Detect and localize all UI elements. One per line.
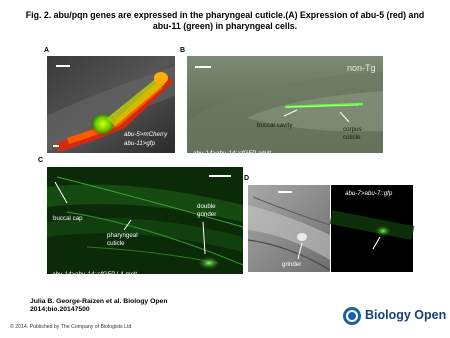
panel-a-marker-1: abu-5>mCherry [124, 131, 168, 138]
figure-title-line-2: abu-11 (green) in pharyngeal cells. [152, 21, 298, 31]
panel-d-dic-image [248, 185, 330, 272]
panel-d-dic-micrograph [248, 185, 330, 272]
panel-a-marker-2: abu-11>gfp [124, 140, 156, 147]
panel-a-label: A [44, 47, 50, 54]
citation-authors: Julia B. George-Raizen et al. Biology Open [30, 298, 168, 305]
panel-d-fluorescence-micrograph [331, 185, 413, 272]
citation-doi: 2014;bio.20147500 [30, 306, 90, 313]
panel-b-annotation-corpus: corpus [343, 126, 362, 133]
panel-c-scale-bar [209, 175, 231, 177]
panel-b-construct-label [193, 142, 271, 160]
panel-c-annotation-cuticle: cuticle [107, 240, 125, 247]
publisher-logo [343, 305, 447, 327]
panel-c-annotation-pharyngeal: pharyngeal [107, 232, 138, 239]
biology-open-logo-icon [343, 307, 361, 325]
panel-b-annotation-cuticle: cuticle [343, 134, 361, 141]
panel-d-label: D [244, 175, 250, 182]
panel-c-stage: L4 molt [115, 271, 138, 278]
panel-c-annotation-grinder: grinder [197, 211, 217, 218]
panel-d-annotation-grinder: grinder [282, 261, 302, 268]
panel-d-construct: abu-7>abu-7::gfp [345, 190, 393, 197]
panel-b-annotation-buccal-cavity: buccal cavity [257, 122, 293, 129]
panel-c-annotation-buccal-cap: buccal cap [53, 215, 83, 222]
panel-b-scale-bar [195, 66, 211, 68]
panel-a-micrograph [47, 56, 175, 153]
panel-d-scale-bar [278, 191, 292, 193]
panel-c-label: C [38, 157, 44, 164]
copyright: © 2014. Published by The Company of Biologists Ltd [10, 324, 132, 330]
panel-c-construct: abu-14>abu-14::sfGFP [52, 271, 116, 278]
publisher-logo-text: Biology Open [365, 308, 447, 322]
panel-c-annotation-double: double [197, 203, 216, 210]
panel-b-micrograph [187, 56, 383, 157]
figure-title-line-1: Fig. 2. abu/pqn genes are expressed in the pharyngeal cuticle.(A) Expression of abu-5 (red) and [25, 10, 425, 20]
panel-c-micrograph [47, 167, 243, 278]
citation [30, 298, 167, 314]
panel-b-stage: adult [256, 150, 272, 157]
panel-c-construct-label [52, 263, 137, 281]
panel-b-condition: non-Tg [347, 63, 376, 73]
panel-b-label: B [180, 47, 186, 54]
panel-a-image [47, 56, 175, 153]
panel-b-construct: abu-14>abu-14::sfGFP [193, 150, 257, 157]
figure-title [0, 10, 450, 32]
panel-d-fluorescence-image [331, 185, 413, 272]
panel-a-scale-bar [56, 65, 70, 67]
